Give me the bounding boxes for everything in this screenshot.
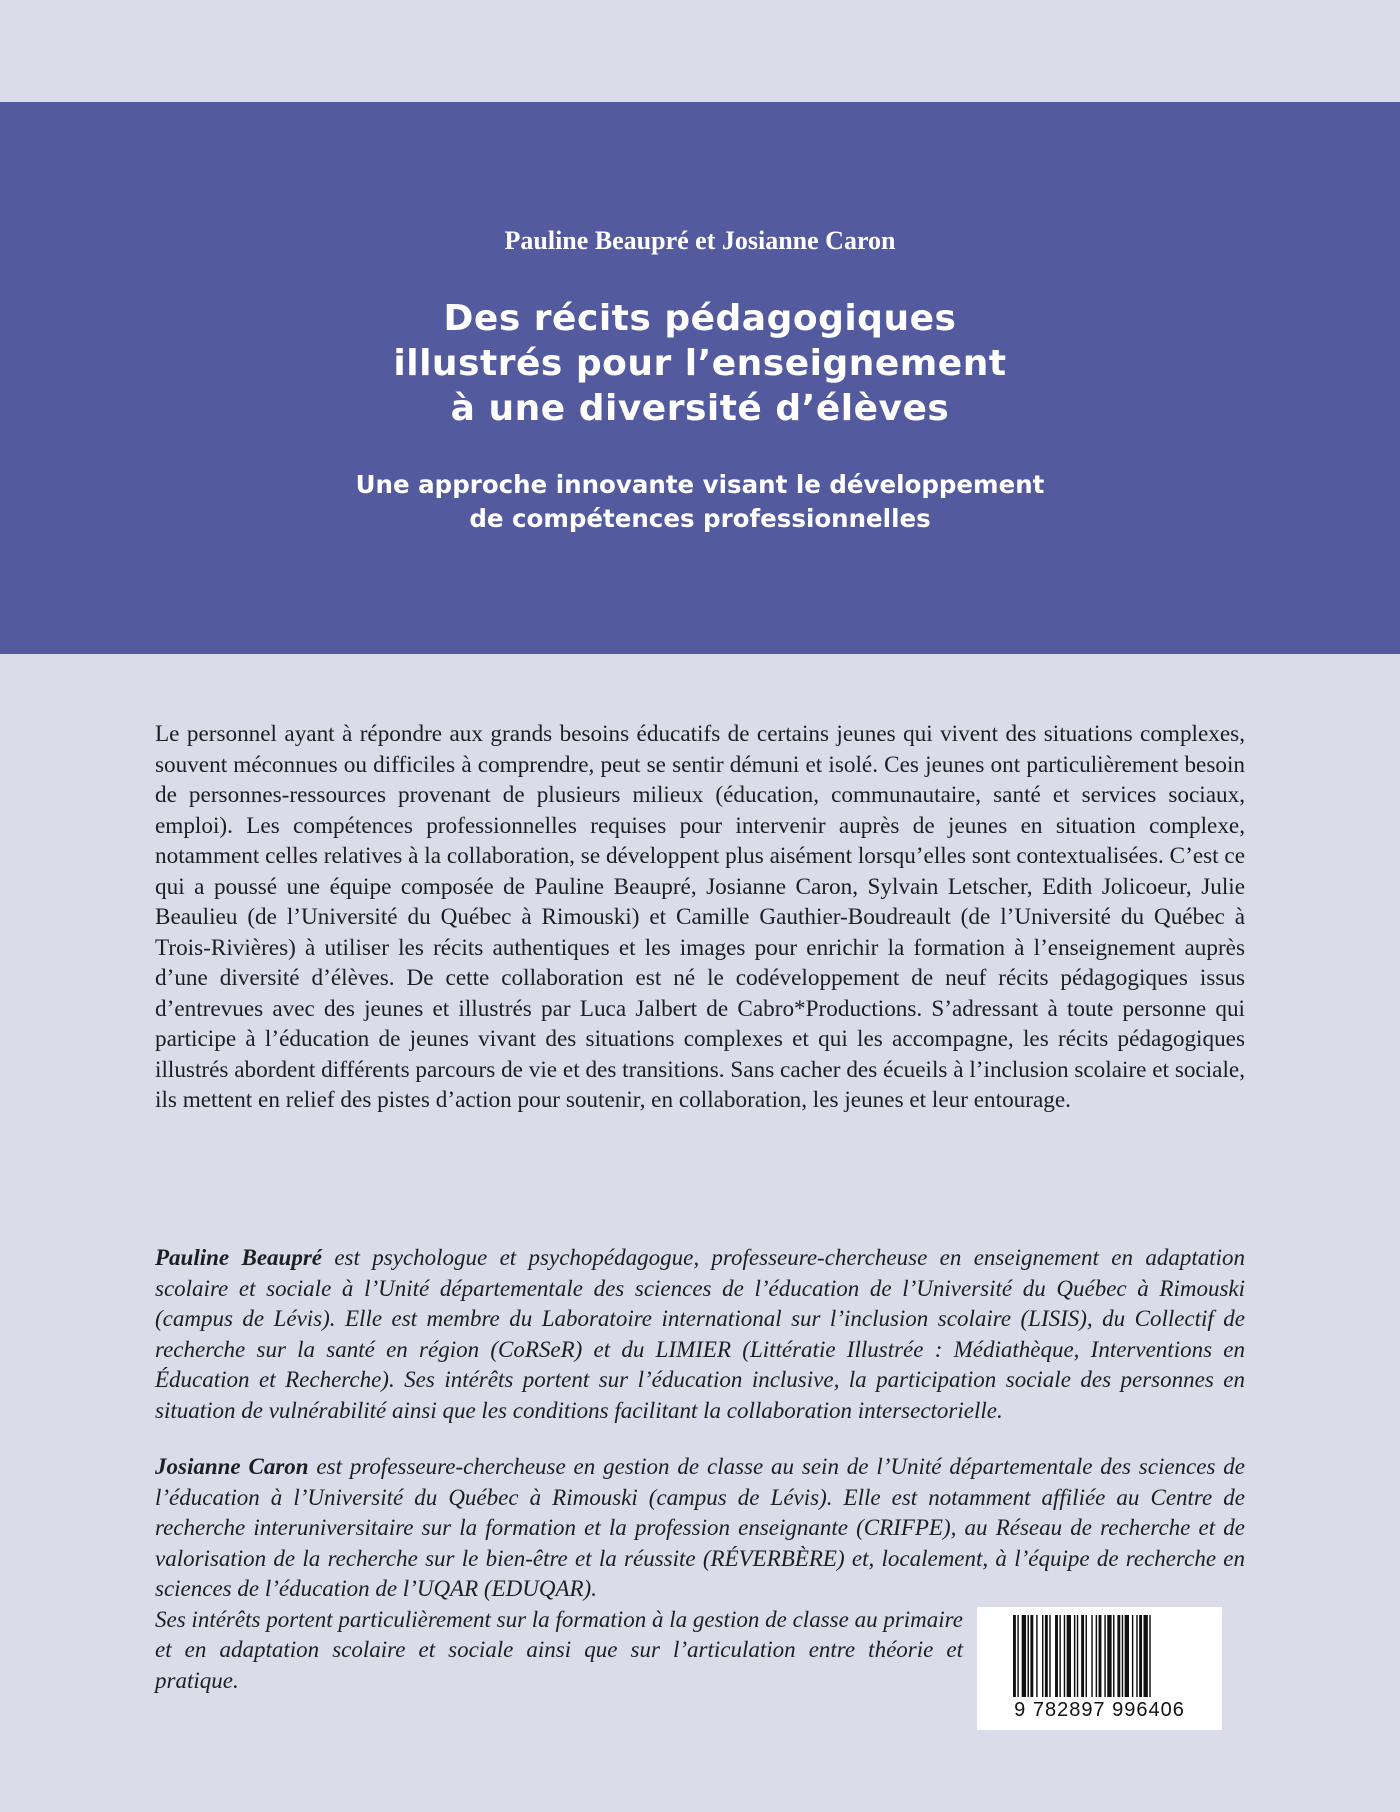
barcode-bar	[1042, 1615, 1043, 1697]
barcode-bar	[1059, 1615, 1060, 1697]
barcode-bar	[1099, 1615, 1102, 1697]
barcode-bar	[1122, 1615, 1123, 1697]
barcode-bars	[1013, 1615, 1186, 1697]
barcode-bar	[1081, 1615, 1084, 1697]
barcode-bar	[1055, 1615, 1058, 1697]
isbn-barcode	[977, 1607, 1222, 1730]
barcode-bar	[1104, 1615, 1105, 1697]
barcode-bar	[1028, 1615, 1029, 1697]
barcode-bar	[1017, 1615, 1018, 1697]
book-title-line-2: illustrés pour l’enseignement	[393, 343, 1007, 384]
book-title-line-3: à une diversité d’élèves	[450, 388, 950, 429]
barcode-bar	[1074, 1615, 1075, 1697]
barcode-bar	[1030, 1615, 1033, 1697]
barcode-bar	[1022, 1615, 1026, 1697]
barcode-bar	[1125, 1615, 1129, 1697]
isbn-number: 9 782897 996406	[1014, 1699, 1185, 1721]
barcode-bar	[1117, 1615, 1120, 1697]
barcode-bar	[1091, 1615, 1092, 1697]
book-subtitle-line-2: de compétences professionnelles	[469, 504, 931, 533]
barcode-bar	[1064, 1615, 1065, 1697]
barcode-bar	[1139, 1615, 1142, 1697]
author-bio-caron-main	[155, 1452, 1245, 1605]
barcode-bar	[1086, 1615, 1087, 1697]
barcode-bar	[1107, 1615, 1111, 1697]
barcode-bar	[1113, 1615, 1114, 1697]
barcode-bar	[1045, 1615, 1048, 1697]
author-bio-caron-text: est professeure-chercheuse en gestion de classe au sein de l’Unité départementale des sciences de l’éducation à l’Université du Québec à Rimouski (campus de Lévis). Elle est notamment affiliée au Centre de recherche interuniversitaire sur la formation et la profession enseignante (CRIFPE), au Réseau de recherche et de valorisation de la recherche sur le bien-être et la réussite (RÉVERBÈRE) et, localement, à l’équipe de recherche en sciences de l’éducation de l’UQAR (EDUQAR).	[155, 1454, 1245, 1601]
cover-authors: Pauline Beaupré et Josianne Caron	[504, 226, 896, 255]
book-subtitle-line-1: Une approche innovante visant le développement	[355, 470, 1045, 499]
barcode-bar	[1136, 1615, 1137, 1697]
back-cover-summary: Le personnel ayant à répondre aux grands besoins éducatifs de certains jeunes qui vivent des situations complexes, souvent méconnues ou difficiles à comprendre, peut se sentir démuni et isolé. Ces jeunes ont particulièrement besoin de personnes-ressources provenant de plusieurs milieux (éducation, communautaire, santé et services sociaux, emploi). Les compétences professionnelles requises pour intervenir auprès de jeunes en situation complexe, notamment celles relatives à la collaboration, se développent plus aisément lorsqu’elles sont contextualisées. C’est ce qui a poussé une équipe composée de Pauline Beaupré, Josianne Caron, Sylvain Letscher, Edith Jolicoeur, Julie Beaulieu (de l’Université du Québec à Rimouski) et Camille Gauthier-Boudreault (de l’Université du Québec à Trois-Rivières) à utiliser les récits authentiques et les images pour enrichir la formation à l’enseignement auprès d’une diversité d’élèves. De cette collaboration est né le codéveloppement de neuf récits pédagogiques issus d’entrevues avec des jeunes et illustrés par Luca Jalbert de Cabro*Productions. S’adressant à toute personne qui participe à l’éducation de jeunes vivant des situations complexes et qui les accompagne, les récits pédagogiques illustrés abordent différents parcours de vie et des transitions. Sans cacher des écueils à l’inclusion scolaire et sociale, ils mettent en relief des pistes d’action pour soutenir, en collaboration, les jeunes et leur entourage.	[155, 721, 1245, 1113]
author-bio-beaupre-name: Pauline Beaupré	[155, 1245, 322, 1270]
barcode-bar	[1096, 1615, 1097, 1697]
barcode-bar	[1049, 1615, 1050, 1697]
barcode-bar	[1077, 1615, 1078, 1697]
barcode-bar	[1144, 1615, 1148, 1697]
barcode-bar	[1132, 1615, 1133, 1697]
book-title	[0, 296, 1400, 431]
book-title-line-1: Des récits pédagogiques	[443, 298, 957, 339]
barcode-bar	[1036, 1615, 1037, 1697]
author-bio-beaupre	[155, 1243, 1245, 1426]
barcode-bar	[1149, 1615, 1150, 1697]
barcode-bar	[1013, 1615, 1016, 1697]
barcode-bar	[1067, 1615, 1071, 1697]
author-bio-caron-name: Josianne Caron	[155, 1454, 309, 1479]
author-bio-caron-text-rest: Ses intérêts portent particulièrement sur la formation à la gestion de classe au primaire et en adaptation scolaire et sociale ainsi que sur l’articulation entre théorie et pratique.	[155, 1606, 963, 1693]
book-subtitle	[0, 468, 1400, 536]
author-bio-beaupre-text: est psychologue et psychopédagogue, professeure-chercheuse en enseignement en adaptation scolaire et sociale à l’Unité départementale des sciences de l’éducation de l’Université du Québec à Rimouski (campus de Lévis). Elle est membre du Laboratoire international sur l’inclusion scolaire (LISIS), du Collectif de recherche sur la santé en région (CoRSeR) et du LIMIER (Littératie Illustrée : Médiathèque, Interventions en Éducation et Recherche). Ses intérêts portent sur l’éducation inclusive, la participation sociale des personnes en situation de vulnérabilité ainsi que les conditions facilitant la collaboration intersectorielle.	[155, 1245, 1245, 1423]
